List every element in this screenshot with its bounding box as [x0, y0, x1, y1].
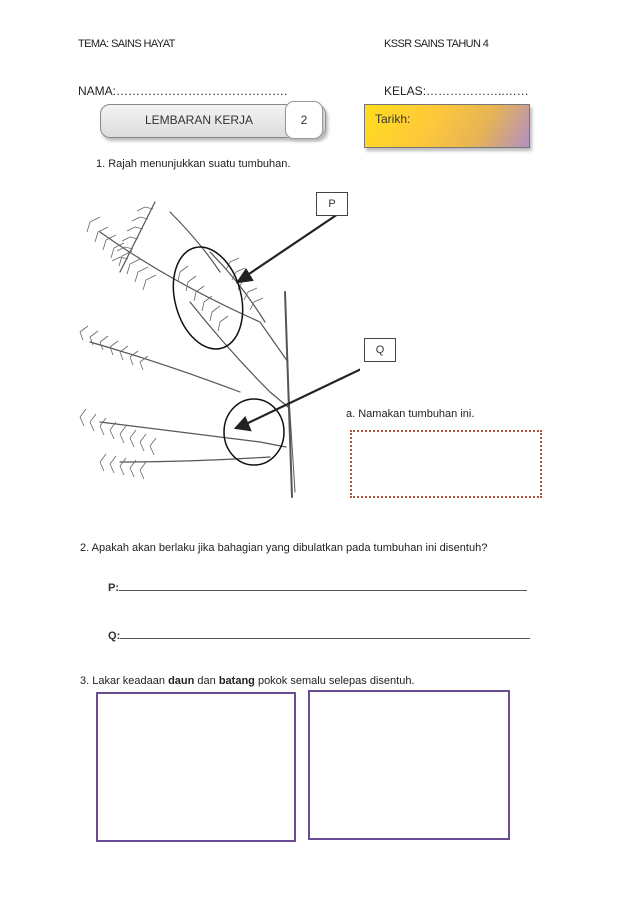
name-field[interactable]: NAMA:…………………………………….	[78, 84, 288, 98]
answer-line-q[interactable]: Q:	[108, 628, 530, 642]
worksheet-banner	[100, 104, 326, 138]
question-2-text: 2. Apakah akan berlaku jika bahagian yang dibulatkan pada tumbuhan ini disentuh?	[80, 542, 488, 554]
date-label: Tarikh:	[375, 112, 411, 126]
sketch-box-leaf[interactable]	[96, 692, 296, 842]
mimosa-plant-illustration	[60, 192, 360, 512]
date-box[interactable]	[364, 104, 530, 148]
theme-header: TEMA: SAINS HAYAT	[78, 38, 175, 50]
sketch-box-stem[interactable]	[308, 690, 510, 840]
answer-p-label: P	[108, 582, 116, 594]
class-field[interactable]: KELAS:………………..……	[384, 84, 529, 98]
question-1-text: 1. Rajah menunjukkan suatu tumbuhan.	[96, 158, 291, 170]
worksheet-number-badge: 2	[285, 101, 323, 139]
curriculum-header: KSSR SAINS TAHUN 4	[384, 38, 489, 50]
answer-q-underline[interactable]	[120, 628, 530, 639]
question-3-suffix: pokok semalu selepas disentuh.	[254, 675, 415, 687]
question-3-prefix: 3. Lakar keadaan	[80, 675, 169, 687]
answer-line-p[interactable]: P:	[108, 580, 527, 594]
question-3-text	[80, 675, 415, 687]
worksheet-title: LEMBARAN KERJA	[145, 113, 254, 127]
question-3-mid: dan	[194, 675, 219, 687]
answer-p-underline[interactable]	[119, 580, 527, 591]
question-3-stem: batang	[218, 675, 255, 687]
label-q: Q	[364, 338, 396, 362]
label-p: P	[316, 192, 348, 216]
question-3-leaf: daun	[168, 675, 195, 687]
question-1a-text: a. Namakan tumbuhan ini.	[346, 408, 475, 420]
answer-box-plant-name[interactable]	[350, 430, 542, 498]
answer-q-label: Q	[108, 630, 117, 642]
